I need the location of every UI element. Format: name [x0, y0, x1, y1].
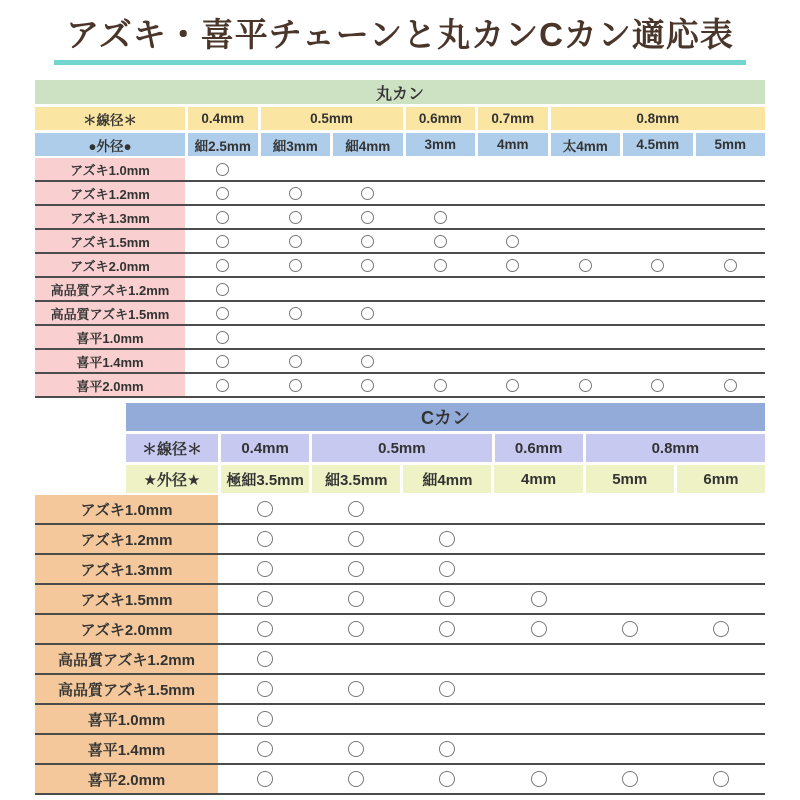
table-row [35, 615, 765, 645]
compatibility-mark-cell [623, 254, 693, 276]
circle-mark-icon [257, 561, 273, 577]
circle-mark-icon [439, 591, 455, 607]
compatibility-mark-cell [312, 555, 400, 583]
compatibility-mark-cell [403, 525, 491, 553]
row-label: アズキ1.2mm [35, 525, 218, 553]
circle-mark-icon [531, 621, 547, 637]
compatibility-mark-cell [403, 555, 491, 583]
row-label: 喜平1.0mm [35, 705, 218, 733]
empty-cell [677, 735, 765, 763]
empty-cell [696, 302, 766, 324]
empty-cell [623, 326, 693, 348]
empty-cell [677, 555, 765, 583]
row-label: アズキ2.0mm [35, 254, 185, 276]
marukan-outer-diameter-row [35, 133, 765, 156]
empty-cell [333, 158, 403, 180]
circle-mark-icon [289, 187, 302, 200]
compatibility-mark-cell [478, 230, 548, 252]
ckan-table-header: Cカン [126, 403, 765, 431]
wire-diameter-value: 0.6mm [406, 107, 476, 130]
circle-mark-icon [439, 561, 455, 577]
table-row [35, 374, 765, 398]
circle-mark-icon [434, 379, 447, 392]
circle-mark-icon [531, 771, 547, 787]
compatibility-mark-cell [312, 675, 400, 703]
empty-cell [494, 675, 582, 703]
marukan-table-header: 丸カン [35, 80, 765, 104]
row-label: アズキ1.5mm [35, 585, 218, 613]
circle-mark-icon [713, 771, 729, 787]
compatibility-mark-cell [312, 615, 400, 643]
circle-mark-icon [216, 235, 229, 248]
empty-cell [696, 278, 766, 300]
compatibility-mark-cell [677, 615, 765, 643]
circle-mark-icon [216, 355, 229, 368]
empty-cell [623, 302, 693, 324]
circle-mark-icon [579, 259, 592, 272]
compatibility-mark-cell [221, 615, 309, 643]
compatibility-mark-cell [406, 254, 476, 276]
outer-diameter-value: 極細3.5mm [221, 465, 309, 493]
empty-cell [677, 525, 765, 553]
empty-cell [406, 158, 476, 180]
row-label: 喜平1.0mm [35, 326, 185, 348]
table-row [35, 158, 765, 182]
wire-diameter-value: 0.4mm [188, 107, 258, 130]
circle-mark-icon [439, 681, 455, 697]
compatibility-mark-cell [261, 230, 331, 252]
empty-cell [551, 230, 621, 252]
empty-cell [696, 182, 766, 204]
compatibility-mark-cell [403, 675, 491, 703]
circle-mark-icon [506, 379, 519, 392]
compatibility-mark-cell [261, 182, 331, 204]
empty-cell [586, 495, 674, 523]
compatibility-mark-cell [221, 585, 309, 613]
circle-mark-icon [216, 259, 229, 272]
wire-diameter-value: 0.4mm [221, 434, 309, 462]
table-row [35, 495, 765, 525]
circle-mark-icon [361, 259, 374, 272]
circle-mark-icon [257, 501, 273, 517]
empty-cell [403, 645, 491, 673]
compatibility-mark-cell [188, 326, 258, 348]
circle-mark-icon [622, 621, 638, 637]
row-label: アズキ1.0mm [35, 495, 218, 523]
circle-mark-icon [257, 651, 273, 667]
wire-diameter-value: 0.7mm [478, 107, 548, 130]
circle-mark-icon [439, 771, 455, 787]
empty-cell [261, 158, 331, 180]
empty-cell [623, 182, 693, 204]
compatibility-mark-cell [261, 350, 331, 372]
empty-cell [586, 585, 674, 613]
compatibility-mark-cell [261, 254, 331, 276]
compatibility-mark-cell [406, 206, 476, 228]
outer-diameter-value: 細4mm [403, 465, 491, 493]
circle-mark-icon [434, 259, 447, 272]
header-indent-spacer [35, 434, 123, 462]
ckan-wire-diameter-row [35, 434, 765, 462]
marukan-table [35, 80, 765, 398]
circle-mark-icon [361, 307, 374, 320]
empty-cell [494, 495, 582, 523]
table-row [35, 705, 765, 735]
compatibility-mark-cell [188, 374, 258, 396]
circle-mark-icon [216, 283, 229, 296]
circle-mark-icon [257, 621, 273, 637]
row-label: アズキ1.5mm [35, 230, 185, 252]
circle-mark-icon [724, 259, 737, 272]
empty-cell [494, 705, 582, 733]
empty-cell [677, 645, 765, 673]
circle-mark-icon [216, 331, 229, 344]
marukan-wire-diameter-row [35, 107, 765, 130]
compatibility-mark-cell [221, 675, 309, 703]
circle-mark-icon [361, 211, 374, 224]
marukan-table-body [35, 158, 765, 398]
table-row [35, 182, 765, 206]
row-label: 高品質アズキ1.5mm [35, 675, 218, 703]
compatibility-mark-cell [333, 182, 403, 204]
compatibility-mark-cell [221, 765, 309, 793]
circle-mark-icon [216, 211, 229, 224]
compatibility-mark-cell [478, 254, 548, 276]
wire-diameter-value: 0.5mm [312, 434, 491, 462]
empty-cell [551, 206, 621, 228]
empty-cell [494, 555, 582, 583]
empty-cell [403, 495, 491, 523]
ckan-table-body [35, 495, 765, 795]
compatibility-mark-cell [696, 254, 766, 276]
page-title: アズキ・喜平チェーンと丸カンCカン適応表 [54, 14, 746, 65]
circle-mark-icon [216, 187, 229, 200]
circle-mark-icon [439, 531, 455, 547]
row-label: 高品質アズキ1.5mm [35, 302, 185, 324]
wire-diameter-label: ＊線径＊ [126, 434, 218, 462]
wire-diameter-value: 0.8mm [586, 434, 765, 462]
compatibility-mark-cell [261, 374, 331, 396]
compatibility-mark-cell [221, 705, 309, 733]
compatibility-mark-cell [261, 302, 331, 324]
outer-diameter-value: 5mm [586, 465, 674, 493]
outer-diameter-value: 太4mm [551, 133, 621, 156]
circle-mark-icon [348, 591, 364, 607]
circle-mark-icon [257, 771, 273, 787]
empty-cell [478, 182, 548, 204]
empty-cell [406, 278, 476, 300]
outer-diameter-label: ★外径★ [126, 465, 218, 493]
empty-cell [406, 302, 476, 324]
circle-mark-icon [651, 379, 664, 392]
table-row [35, 278, 765, 302]
circle-mark-icon [289, 355, 302, 368]
compatibility-mark-cell [406, 374, 476, 396]
circle-mark-icon [289, 379, 302, 392]
circle-mark-icon [257, 681, 273, 697]
row-label: 喜平2.0mm [35, 374, 185, 396]
compatibility-mark-cell [333, 302, 403, 324]
compatibility-mark-cell [188, 230, 258, 252]
title-container [0, 0, 800, 65]
compatibility-mark-cell [403, 615, 491, 643]
outer-diameter-value: 細2.5mm [188, 133, 258, 156]
ckan-table [35, 403, 765, 795]
compatibility-mark-cell [403, 735, 491, 763]
circle-mark-icon [216, 307, 229, 320]
empty-cell [261, 278, 331, 300]
outer-diameter-value: 細4mm [333, 133, 403, 156]
compatibility-mark-cell [221, 555, 309, 583]
row-label: 高品質アズキ1.2mm [35, 645, 218, 673]
compatibility-mark-cell [333, 374, 403, 396]
empty-cell [494, 525, 582, 553]
compatibility-mark-cell [677, 765, 765, 793]
header-indent-spacer [35, 465, 123, 493]
compatibility-mark-cell [312, 735, 400, 763]
table-row [35, 326, 765, 350]
compatibility-mark-cell [188, 158, 258, 180]
circle-mark-icon [506, 259, 519, 272]
circle-mark-icon [651, 259, 664, 272]
empty-cell [677, 675, 765, 703]
empty-cell [494, 735, 582, 763]
outer-diameter-value: 細3.5mm [312, 465, 400, 493]
circle-mark-icon [713, 621, 729, 637]
outer-diameter-value: 4mm [478, 133, 548, 156]
table-row [35, 765, 765, 795]
empty-cell [551, 302, 621, 324]
empty-cell [494, 645, 582, 673]
wire-diameter-value: 0.8mm [551, 107, 766, 130]
compatibility-mark-cell [188, 302, 258, 324]
table-row [35, 675, 765, 705]
empty-cell [677, 495, 765, 523]
compatibility-mark-cell [188, 254, 258, 276]
empty-cell [586, 705, 674, 733]
empty-cell [403, 705, 491, 733]
empty-cell [696, 230, 766, 252]
circle-mark-icon [434, 211, 447, 224]
circle-mark-icon [348, 741, 364, 757]
empty-cell [478, 158, 548, 180]
table-row [35, 585, 765, 615]
compatibility-mark-cell [221, 525, 309, 553]
compatibility-mark-cell [478, 374, 548, 396]
compatibility-mark-cell [494, 585, 582, 613]
compatibility-mark-cell [312, 525, 400, 553]
compatibility-mark-cell [586, 615, 674, 643]
table-row [35, 254, 765, 278]
row-label: 喜平1.4mm [35, 735, 218, 763]
compatibility-mark-cell [551, 254, 621, 276]
compatibility-mark-cell [312, 585, 400, 613]
empty-cell [677, 585, 765, 613]
circle-mark-icon [257, 531, 273, 547]
compatibility-mark-cell [188, 350, 258, 372]
compatibility-mark-cell [333, 230, 403, 252]
circle-mark-icon [439, 741, 455, 757]
empty-cell [696, 326, 766, 348]
circle-mark-icon [216, 163, 229, 176]
circle-mark-icon [289, 211, 302, 224]
empty-cell [551, 326, 621, 348]
compatibility-mark-cell [623, 374, 693, 396]
circle-mark-icon [348, 501, 364, 517]
compatibility-mark-cell [551, 374, 621, 396]
empty-cell [333, 326, 403, 348]
table-row [35, 645, 765, 675]
outer-diameter-value: 細3mm [261, 133, 331, 156]
circle-mark-icon [216, 379, 229, 392]
outer-diameter-value: 4mm [494, 465, 582, 493]
circle-mark-icon [579, 379, 592, 392]
empty-cell [551, 182, 621, 204]
circle-mark-icon [531, 591, 547, 607]
ckan-outer-diameter-row [35, 465, 765, 493]
row-label: アズキ1.3mm [35, 206, 185, 228]
wire-diameter-value: 0.5mm [261, 107, 403, 130]
outer-diameter-value: 3mm [406, 133, 476, 156]
empty-cell [623, 158, 693, 180]
empty-cell [551, 350, 621, 372]
empty-cell [586, 555, 674, 583]
empty-cell [696, 350, 766, 372]
compatibility-mark-cell [333, 254, 403, 276]
compatibility-mark-cell [403, 765, 491, 793]
empty-cell [478, 206, 548, 228]
compatibility-mark-cell [221, 495, 309, 523]
compatibility-mark-cell [586, 765, 674, 793]
circle-mark-icon [434, 235, 447, 248]
empty-cell [312, 705, 400, 733]
empty-cell [478, 326, 548, 348]
empty-cell [623, 350, 693, 372]
compatibility-mark-cell [406, 230, 476, 252]
circle-mark-icon [348, 621, 364, 637]
empty-cell [586, 645, 674, 673]
compatibility-mark-cell [221, 645, 309, 673]
row-label: アズキ1.3mm [35, 555, 218, 583]
compatibility-mark-cell [188, 278, 258, 300]
empty-cell [406, 350, 476, 372]
row-label: 喜平2.0mm [35, 765, 218, 793]
empty-cell [586, 525, 674, 553]
empty-cell [586, 735, 674, 763]
compatibility-mark-cell [333, 350, 403, 372]
compatibility-mark-cell [312, 765, 400, 793]
row-label: アズキ1.0mm [35, 158, 185, 180]
table-row [35, 735, 765, 765]
empty-cell [312, 645, 400, 673]
empty-cell [586, 675, 674, 703]
outer-diameter-value: 5mm [696, 133, 766, 156]
compatibility-mark-cell [312, 495, 400, 523]
circle-mark-icon [348, 681, 364, 697]
compatibility-mark-cell [221, 735, 309, 763]
wire-diameter-value: 0.6mm [495, 434, 583, 462]
circle-mark-icon [257, 591, 273, 607]
circle-mark-icon [361, 187, 374, 200]
outer-diameter-label: ●外径● [35, 133, 185, 156]
compatibility-mark-cell [188, 182, 258, 204]
empty-cell [478, 278, 548, 300]
circle-mark-icon [348, 561, 364, 577]
circle-mark-icon [439, 621, 455, 637]
circle-mark-icon [257, 711, 273, 727]
circle-mark-icon [348, 531, 364, 547]
compatibility-mark-cell [403, 585, 491, 613]
empty-cell [478, 350, 548, 372]
empty-cell [406, 326, 476, 348]
empty-cell [551, 158, 621, 180]
circle-mark-icon [361, 379, 374, 392]
empty-cell [551, 278, 621, 300]
table-row [35, 206, 765, 230]
empty-cell [406, 182, 476, 204]
compatibility-mark-cell [494, 765, 582, 793]
empty-cell [677, 705, 765, 733]
compatibility-mark-cell [261, 206, 331, 228]
circle-mark-icon [289, 259, 302, 272]
empty-cell [261, 326, 331, 348]
row-label: 高品質アズキ1.2mm [35, 278, 185, 300]
empty-cell [696, 158, 766, 180]
circle-mark-icon [622, 771, 638, 787]
empty-cell [696, 206, 766, 228]
table-row [35, 230, 765, 254]
circle-mark-icon [724, 379, 737, 392]
circle-mark-icon [289, 235, 302, 248]
outer-diameter-value: 6mm [677, 465, 765, 493]
empty-cell [333, 278, 403, 300]
empty-cell [478, 302, 548, 324]
empty-cell [623, 206, 693, 228]
wire-diameter-label: ＊線径＊ [35, 107, 185, 130]
table-row [35, 302, 765, 326]
compatibility-mark-cell [333, 206, 403, 228]
compatibility-mark-cell [494, 615, 582, 643]
circle-mark-icon [361, 235, 374, 248]
outer-diameter-value: 4.5mm [623, 133, 693, 156]
row-label: 喜平1.4mm [35, 350, 185, 372]
circle-mark-icon [257, 741, 273, 757]
table-row [35, 555, 765, 585]
table-row [35, 350, 765, 374]
row-label: アズキ2.0mm [35, 615, 218, 643]
empty-cell [623, 278, 693, 300]
circle-mark-icon [361, 355, 374, 368]
circle-mark-icon [348, 771, 364, 787]
compatibility-mark-cell [188, 206, 258, 228]
row-label: アズキ1.2mm [35, 182, 185, 204]
circle-mark-icon [289, 307, 302, 320]
compatibility-mark-cell [696, 374, 766, 396]
empty-cell [623, 230, 693, 252]
table-row [35, 525, 765, 555]
circle-mark-icon [506, 235, 519, 248]
